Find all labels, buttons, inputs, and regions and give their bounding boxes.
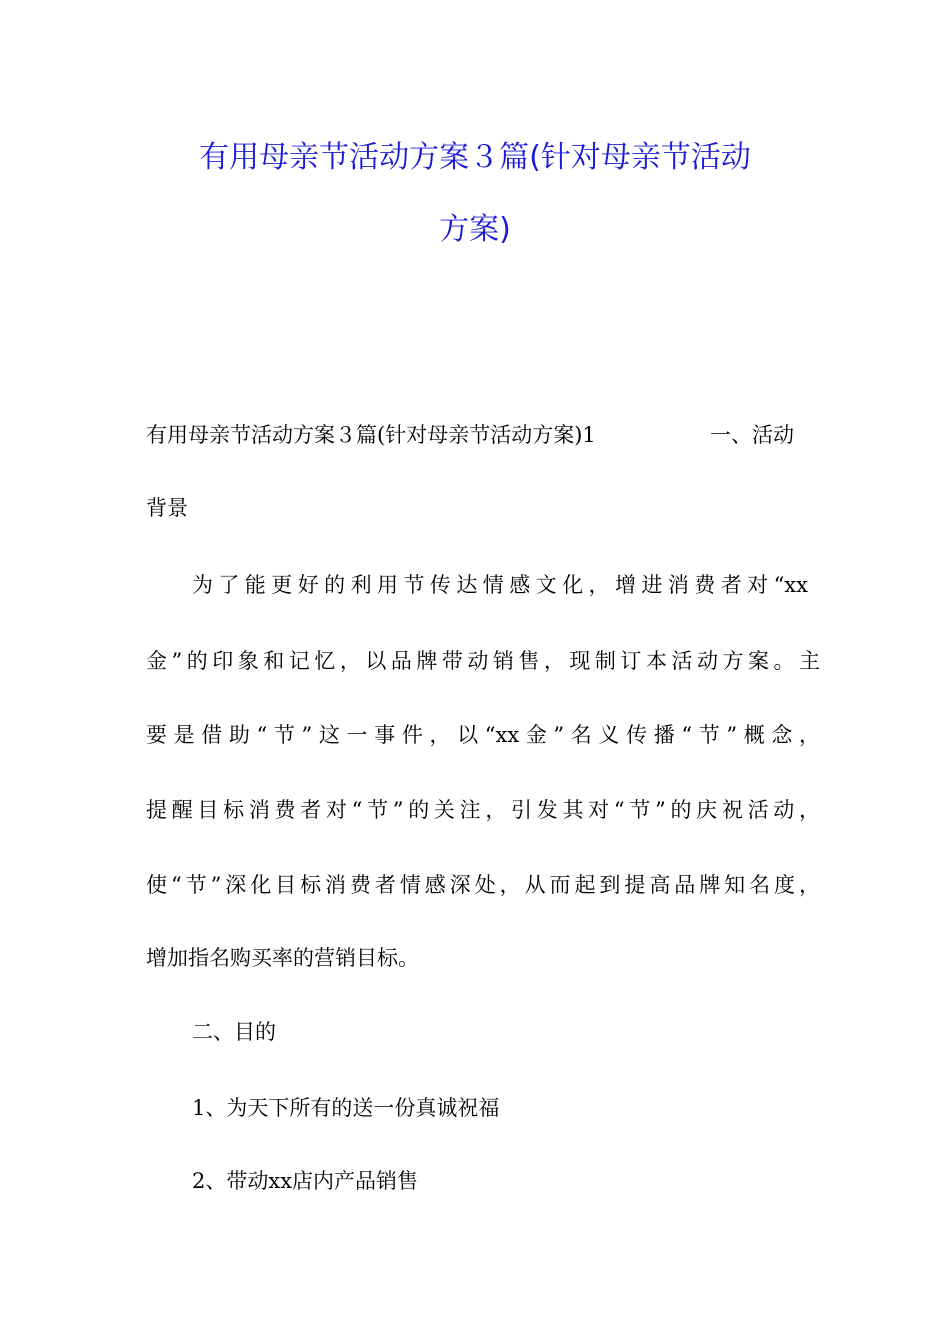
goal-item-1: 1、为天下所有的送一份真诚祝福 bbox=[192, 1096, 500, 1120]
intro-heading-left: 有用母亲节活动方案３篇(针对母亲节活动方案)1 bbox=[146, 423, 596, 447]
document-title-line-1: 有用母亲节活动方案３篇(针对母亲节活动 bbox=[199, 140, 751, 175]
intro-heading-right: 一、活动 bbox=[710, 423, 794, 447]
paragraph-line-6: 增加指名购买率的营销目标。 bbox=[146, 946, 419, 970]
paragraph-line-5: 使“节”深化目标消费者情感深处，从而起到提高品牌知名度， bbox=[146, 873, 820, 897]
paragraph-line-3: 要是借助“节”这一事件，以“xx金”名义传播“节”概念， bbox=[146, 723, 820, 747]
paragraph-line-2: 金”的印象和记忆，以品牌带动销售，现制订本活动方案。主 bbox=[146, 649, 820, 673]
intro-heading-continued: 背景 bbox=[146, 496, 188, 520]
goal-item-2: 2、带动xx店内产品销售 bbox=[192, 1169, 419, 1193]
paragraph-line-1: 为了能更好的利用节传达情感文化，增进消费者对“xx bbox=[192, 573, 808, 597]
paragraph-line-4: 提醒目标消费者对“节”的关注，引发其对“节”的庆祝活动， bbox=[146, 798, 820, 822]
section-2-heading: 二、目的 bbox=[192, 1020, 276, 1044]
document-title-line-2: 方案) bbox=[439, 212, 511, 247]
